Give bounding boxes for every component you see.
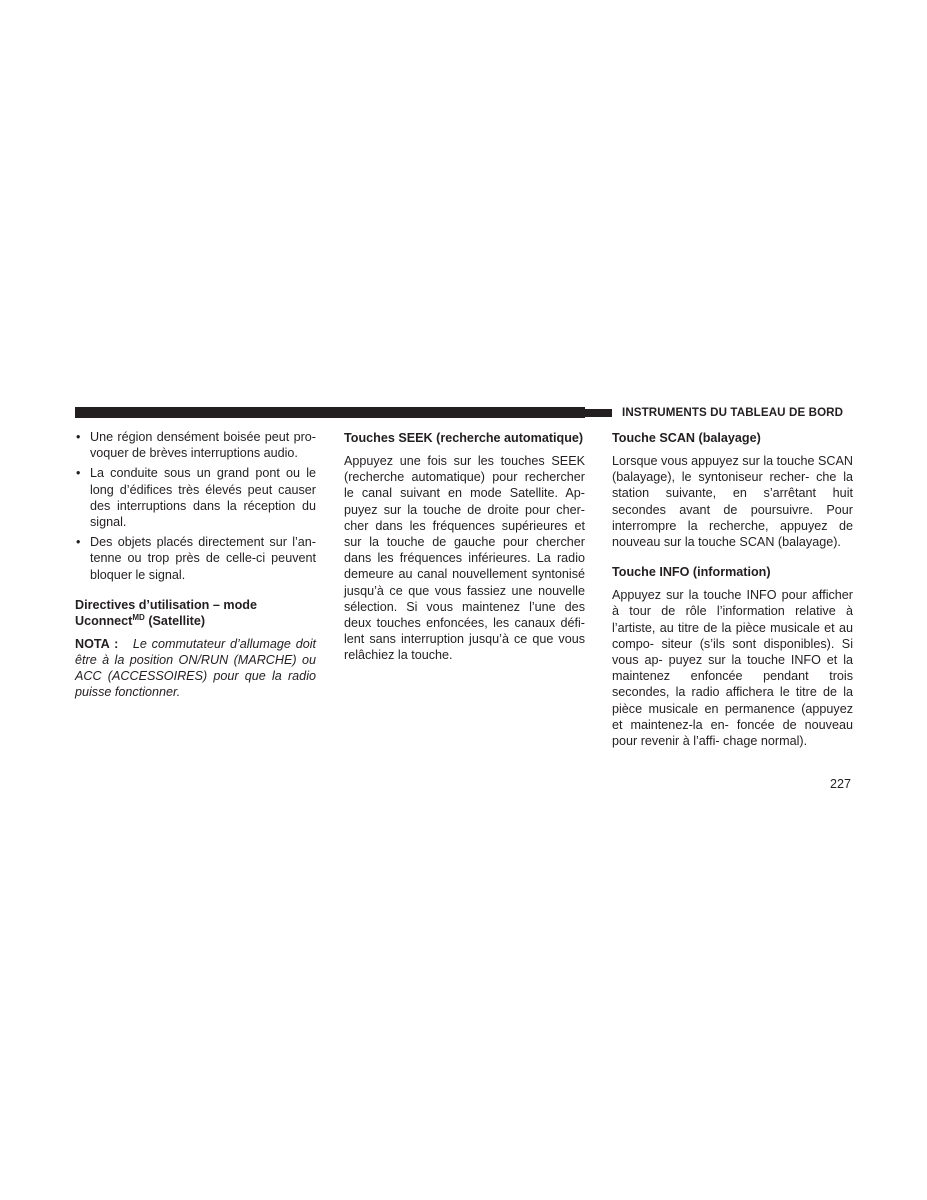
list-item-text: Une région densément boisée peut pro- voquer de brèves interruptions audio.	[90, 430, 316, 461]
heading-scan: Touche SCAN (balayage)	[612, 431, 761, 445]
list-item-text: Des objets placés directement sur l’an- tenne ou trop près de celle-ci peuvent bloquer le signal.	[90, 535, 316, 582]
heading-seek: Touches SEEK (recherche automatique)	[344, 431, 584, 445]
column-right	[612, 429, 853, 755]
list-item	[75, 534, 316, 583]
bullet-list	[75, 429, 316, 583]
bullet-icon: •	[76, 535, 81, 550]
heading-superscript: MD	[132, 612, 145, 622]
heading-directives	[75, 597, 316, 629]
note-paragraph	[75, 636, 316, 701]
paragraph-info: Appuyez sur la touche INFO pour afficher à tour de rôle l’information relative à l’artiste, au titre de la pièce musicale et au compo- siteur (s’ils sont disponibles). Si vous ap- puyez sur la touche INFO et la maintenez enfoncée pendant trois secondes, la radio affichera le titre de la pièce musicale en permanence (appuyez et maintenez-la en- foncée de nouveau pour revenir à l’affi- chage normal).	[612, 588, 853, 749]
paragraph-scan: Lorsque vous appuyez sur la touche SCAN (balayage), le syntoniseur recher- che la station suivante, en s’arrêtant huit secondes avant de poursuivre. Pour interrompre la recherche, appuyez de nouveau sur la touche SCAN (balayage).	[612, 454, 853, 550]
heading-info: Touche INFO (information)	[612, 565, 771, 580]
heading-uconnect: Uconnect	[75, 613, 133, 628]
note-label: NOTA :	[75, 636, 119, 651]
list-item	[75, 429, 316, 461]
page-number: 227	[830, 777, 852, 791]
heading-directives-line1: Directives d’utilisation – mode	[75, 597, 257, 612]
bullet-icon: •	[76, 430, 81, 444]
header-bar-end	[585, 409, 612, 417]
note-text: Le commutateur d’allumage doit être à la position ON/RUN (MARCHE) ou ACC (ACCESSOIRES) pour que la radio puisse fonctionner.	[75, 636, 317, 700]
paragraph-seek: Appuyez une fois sur les touches SEEK (recherche automatique) pour rechercher le canal suivant en mode Satellite. Ap- puyez sur la touche de droite pour cher- cher dans les fréquences supérieures et sur la touche de gauche pour chercher dans les fréquences inférieures. La radio demeure au canal nouvellement syntonisé jusqu’à ce que vous fassiez une nouvelle sélection. Si vous maintenez l’une des deux touches enfoncées, les canaux défi- lent sans interruption jusqu’à ce que vous relâchiez la touche.	[344, 454, 585, 663]
heading-satellite: (Satellite)	[144, 613, 206, 628]
header-bar	[75, 407, 585, 418]
list-item	[75, 465, 316, 530]
bullet-icon: •	[76, 466, 81, 481]
column-middle	[344, 429, 585, 670]
list-item-text: La conduite sous un grand pont ou le long d’édifices très élevés peut causer des interruptions dans la réception du signal.	[90, 466, 316, 530]
section-title: INSTRUMENTS DU TABLEAU DE BORD	[622, 406, 844, 419]
column-left	[75, 429, 316, 707]
